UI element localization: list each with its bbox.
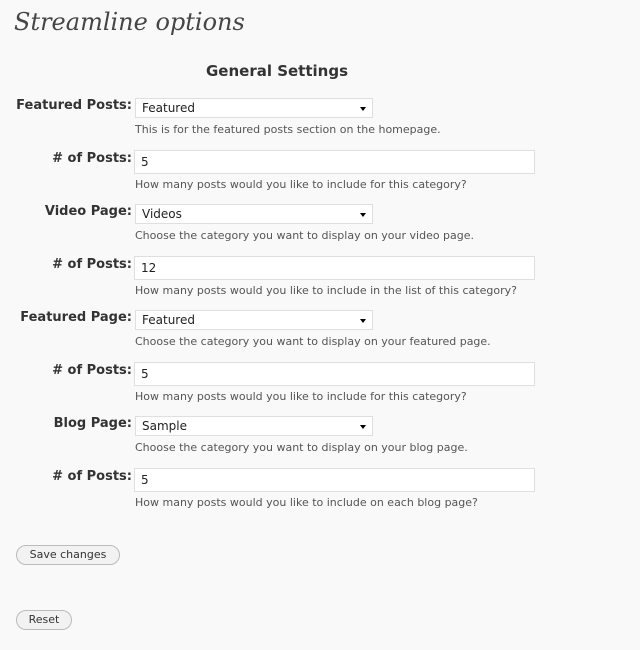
featured-page-count-input[interactable]: 5 [134,362,535,386]
blog-posts-count-label: # of Posts: [52,469,132,484]
reset-button[interactable]: Reset [16,610,72,630]
blog-posts-count-help: How many posts would you like to include on each blog page? [135,496,478,509]
chevron-down-icon [360,425,366,429]
featured-posts-count-label: # of Posts: [52,151,132,166]
video-posts-count-label: # of Posts: [52,257,132,272]
featured-page-select-value: Featured [142,313,195,327]
featured-page-select[interactable] [135,310,373,330]
featured-posts-row [0,98,640,150]
featured-posts-count-input[interactable]: 5 [134,150,535,174]
featured-page-label: Featured Page: [20,310,132,325]
featured-posts-help: This is for the featured posts section on the homepage. [135,123,441,136]
featured-posts-count-help: How many posts would you like to include for this category? [135,178,467,191]
video-page-select-value: Videos [142,207,182,221]
save-changes-button[interactable]: Save changes [16,545,120,565]
blog-page-row [0,416,640,468]
featured-posts-select-value: Featured [142,101,195,115]
chevron-down-icon [360,107,366,111]
video-page-row [0,204,640,256]
featured-page-help: Choose the category you want to display on your featured page. [135,335,491,348]
featured-page-row [0,310,640,362]
featured-page-count-help: How many posts would you like to include for this category? [135,390,467,403]
featured-posts-count-row [0,150,640,202]
video-posts-count-help: How many posts would you like to include in the list of this category? [135,284,517,297]
video-page-help: Choose the category you want to display on your video page. [135,229,475,242]
blog-posts-count-input[interactable]: 5 [134,468,535,492]
blog-page-select[interactable] [135,416,373,436]
video-posts-count-input[interactable]: 12 [134,256,535,280]
video-page-select[interactable] [135,204,373,224]
blog-page-select-value: Sample [142,419,187,433]
chevron-down-icon [360,213,366,217]
section-title: General Settings [205,62,349,80]
blog-page-label: Blog Page: [53,416,132,431]
video-page-label: Video Page: [44,204,132,219]
featured-posts-select[interactable] [135,98,373,118]
featured-page-count-row [0,362,640,414]
featured-posts-label: Featured Posts: [16,98,132,113]
video-posts-count-row [0,256,640,308]
featured-page-count-label: # of Posts: [52,363,132,378]
page-title: Streamline options [14,8,245,36]
blog-posts-count-row [0,468,640,520]
blog-page-help: Choose the category you want to display on your blog page. [135,441,468,454]
chevron-down-icon [360,319,366,323]
